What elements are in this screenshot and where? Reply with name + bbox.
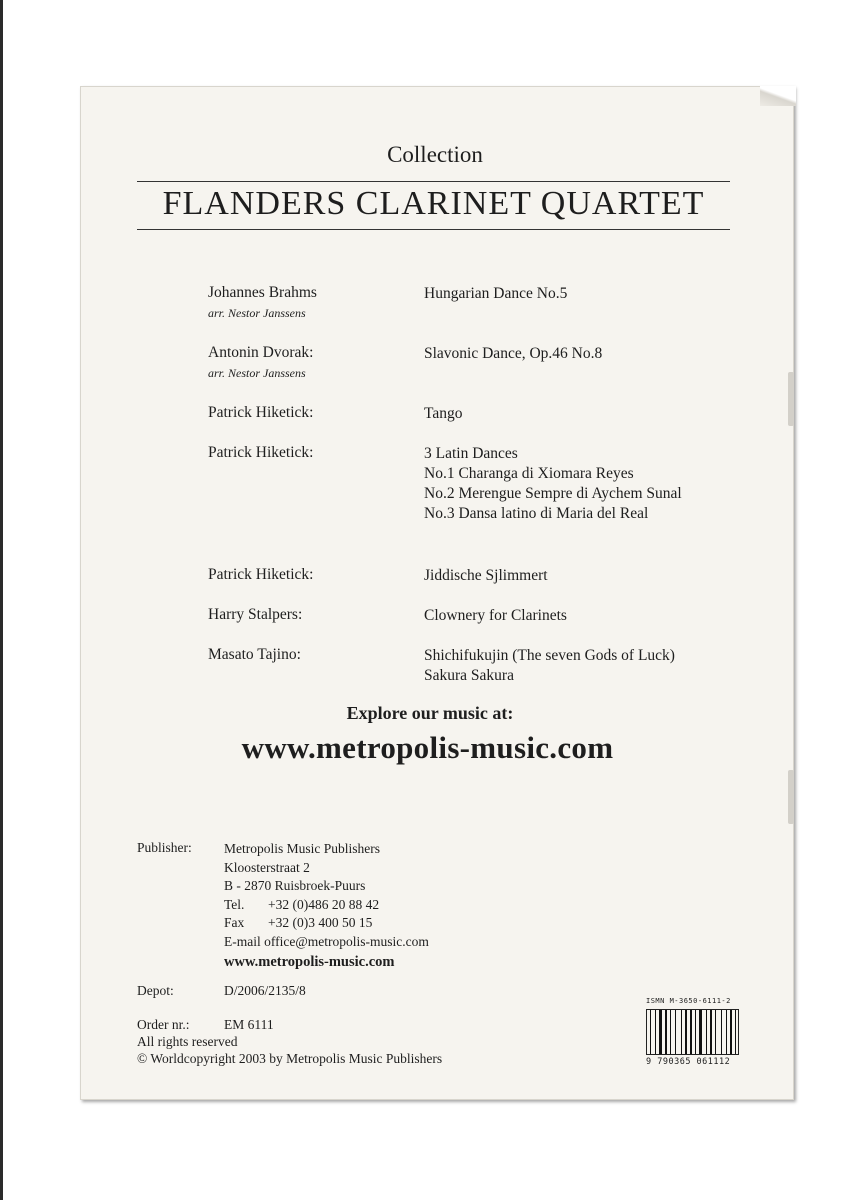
work-title: Tango <box>424 405 463 422</box>
publisher-tel <box>224 896 429 915</box>
series-title: FLANDERS CLARINET QUARTET <box>162 185 705 222</box>
tel-label: Tel. <box>224 896 245 912</box>
composer-name: Patrick Hiketick: <box>208 404 314 421</box>
order-value: EM 6111 <box>224 1017 274 1032</box>
barcode-bar <box>655 1010 656 1054</box>
tel-number: +32 (0)486 20 88 42 <box>268 896 380 912</box>
email-address[interactable]: office@metropolis-music.com <box>264 933 429 949</box>
barcode-bar <box>710 1010 712 1054</box>
barcode-bar <box>659 1010 662 1054</box>
work-title: No.2 Merengue Sempre di Aychem Sunal <box>424 485 682 502</box>
depot-value: D/2006/2135/8 <box>224 983 306 998</box>
work-title: Jiddische Sjlimmert <box>424 567 548 584</box>
barcode-bar <box>665 1010 667 1054</box>
barcode-bar <box>670 1010 671 1054</box>
edge-notch-bottom <box>788 770 794 824</box>
ismn-barcode <box>646 997 739 1067</box>
back-cover-page <box>80 86 794 1100</box>
barcode-bar <box>715 1010 716 1054</box>
publisher-label: Publisher: <box>137 840 192 855</box>
barcode-bar <box>721 1010 722 1054</box>
edge-notch-top <box>788 372 794 426</box>
work-title: 3 Latin Dances <box>424 445 518 462</box>
barcode-bar <box>699 1010 702 1054</box>
depot-label: Depot: <box>137 983 174 998</box>
publisher-address <box>224 840 429 972</box>
work-title: Sakura Sakura <box>424 667 514 684</box>
publisher-email <box>224 933 429 952</box>
barcode-bar <box>735 1010 736 1054</box>
title-rule-top <box>137 181 730 182</box>
publisher-name: Metropolis Music Publishers <box>224 841 381 856</box>
rights-text: All rights reserved <box>137 1034 238 1049</box>
website-link[interactable]: www.metropolis-music.com <box>241 730 614 765</box>
fax-label: Fax <box>224 915 245 930</box>
barcode-bar <box>690 1010 692 1054</box>
publisher-website[interactable]: www.metropolis-music.com <box>224 954 395 970</box>
publisher-city: B - 2870 Ruisbroek-Puurs <box>224 878 366 893</box>
order-label: Order nr.: <box>137 1017 190 1032</box>
composer-name: Antonin Dvorak: <box>208 344 314 361</box>
explore-heading: Explore our music at: <box>346 703 514 723</box>
composer-name: Patrick Hiketick: <box>208 444 314 461</box>
barcode-bar <box>685 1010 687 1054</box>
barcode-digits: 9 790365 061112 <box>646 1057 731 1067</box>
barcode-bar <box>730 1010 732 1054</box>
publisher-street: Kloosterstraat 2 <box>224 859 310 875</box>
publisher-fax <box>224 914 429 933</box>
work-title: No.3 Dansa latino di Maria del Real <box>424 505 649 522</box>
work-title: No.1 Charanga di Xiomara Reyes <box>424 465 634 482</box>
barcode-bars <box>646 1009 739 1055</box>
scan-border <box>0 0 3 1200</box>
page-corner-fold <box>760 86 796 106</box>
barcode-bar <box>706 1010 707 1054</box>
barcode-bar <box>695 1010 696 1054</box>
title-rule-bottom <box>137 229 730 230</box>
composer-name: Masato Tajino: <box>208 646 301 663</box>
composer-name: Patrick Hiketick: <box>208 566 314 583</box>
composer-name: Harry Stalpers: <box>208 606 303 623</box>
arranger-credit: arr. Nestor Janssens <box>208 306 306 320</box>
work-title: Shichifukujin (The seven Gods of Luck) <box>424 647 675 664</box>
composer-name: Johannes Brahms <box>208 284 317 301</box>
work-title: Slavonic Dance, Op.46 No.8 <box>424 345 603 362</box>
arranger-credit: arr. Nestor Janssens <box>208 366 306 380</box>
barcode-bar <box>681 1010 682 1054</box>
fax-number: +32 (0)3 400 50 15 <box>268 915 373 930</box>
copyright-text: © Worldcopyright 2003 by Metropolis Music Publishers <box>137 1051 443 1066</box>
work-title: Clownery for Clarinets <box>424 607 567 624</box>
collection-label: Collection <box>387 142 483 167</box>
work-title: Hungarian Dance No.5 <box>424 285 568 302</box>
barcode-bar <box>675 1010 676 1054</box>
barcode-bar <box>726 1010 727 1054</box>
email-label: E-mail <box>224 933 261 949</box>
barcode-bar <box>650 1010 651 1054</box>
ismn-text: ISMN M-3650-6111-2 <box>646 997 731 1005</box>
